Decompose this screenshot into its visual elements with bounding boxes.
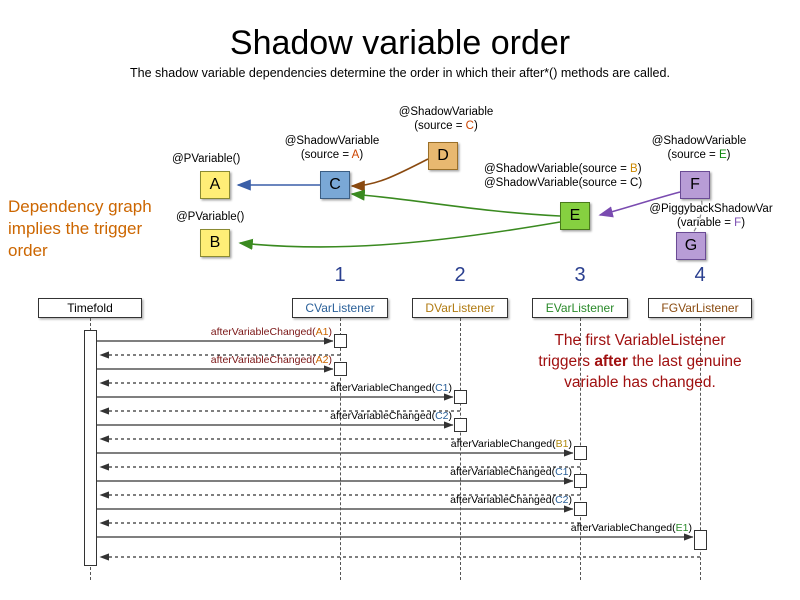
message-name-1: afterVariableChanged — [210, 326, 313, 338]
annotation-g-line1: @PiggybackShadowVar — [649, 203, 773, 215]
annotation-g-line2 — [636, 216, 786, 230]
note-line-1: The first VariableListener — [554, 332, 726, 349]
lifeline-head-cvarlistener[interactable]: CVarListener — [292, 298, 388, 318]
annotation-c-line2 — [272, 148, 392, 162]
annotation-c-src: A — [351, 149, 360, 161]
graph-node-g[interactable]: G — [676, 232, 706, 260]
lifeline-head-fgvarlistener[interactable]: FGVarListener — [648, 298, 752, 318]
explanatory-note — [500, 330, 780, 393]
message-arg-7: C2 — [555, 494, 569, 506]
note-line-2-pre: triggers — [538, 353, 595, 370]
message-label-8: afterVariableChanged(E1) — [570, 522, 692, 534]
annotation-e-pre: @ShadowVariable(source = — [484, 163, 631, 175]
graph-node-a[interactable]: A — [200, 171, 230, 199]
message-name-4: afterVariableChanged — [330, 410, 432, 422]
activation-cvar-2 — [334, 362, 347, 376]
graph-node-b[interactable]: B — [200, 229, 230, 257]
message-arg-2: A2 — [315, 354, 329, 366]
message-label-3: afterVariableChanged(C1) — [330, 382, 452, 394]
message-arg-6: C1 — [555, 466, 569, 478]
activation-dvar-1 — [454, 390, 467, 404]
message-label-6: afterVariableChanged(C1) — [450, 466, 572, 478]
lifeline-number-4: 4 — [694, 264, 706, 286]
message-label-4: afterVariableChanged(C2) — [330, 410, 452, 422]
activation-evar-1 — [574, 446, 587, 460]
message-name-3: afterVariableChanged — [330, 382, 432, 394]
graph-node-f[interactable]: F — [680, 171, 710, 199]
annotation-d-src-post: ) — [473, 120, 478, 132]
lifeline-head-evarlistener[interactable]: EVarListener — [532, 298, 628, 318]
message-arg-1: A1 — [315, 326, 329, 338]
message-name-8: afterVariableChanged — [570, 522, 673, 534]
graph-node-e[interactable]: E — [560, 202, 590, 230]
annotation-d-shadowvariable — [386, 105, 506, 133]
annotation-g-src: F — [734, 217, 742, 229]
annotation-d-line1: @ShadowVariable — [398, 106, 494, 118]
activation-cvar-1 — [334, 334, 347, 348]
page-title: Shadow variable order — [229, 24, 571, 62]
lifeline-head-dvarlistener[interactable]: DVarListener — [412, 298, 508, 318]
message-name-5: afterVariableChanged — [450, 438, 553, 450]
message-label-5: afterVariableChanged(B1) — [450, 438, 572, 450]
annotation-e-line1 — [484, 162, 642, 176]
annotation-e-shadowvariable — [484, 162, 642, 190]
lifeline-head-timefold[interactable]: Timefold — [38, 298, 142, 318]
message-label-1: afterVariableChanged(A1) — [210, 326, 332, 338]
message-arg-8: E1 — [675, 522, 689, 534]
annotation-d-line2 — [386, 119, 506, 133]
annotation-c-shadowvariable — [272, 134, 392, 162]
annotation-a-pvariable: @PVariable() — [172, 153, 241, 165]
annotation-f-src: E — [718, 149, 727, 161]
message-arg-5: B1 — [555, 438, 569, 450]
message-arg-3: C1 — [435, 382, 449, 394]
graph-node-d[interactable]: D — [428, 142, 458, 170]
note-line-2-post: the last genuine — [627, 353, 742, 370]
annotation-e-line2: @ShadowVariable(source = C) — [484, 177, 643, 189]
annotation-f-line1: @ShadowVariable — [651, 135, 747, 147]
annotation-c-src-post: ) — [359, 149, 364, 161]
annotation-f-shadowvariable — [634, 134, 764, 162]
message-name-7: afterVariableChanged — [450, 494, 552, 506]
note-line-2 — [500, 351, 780, 372]
activation-fgvar-1 — [694, 530, 707, 550]
annotation-b-pvariable: @PVariable() — [176, 211, 245, 223]
message-label-7: afterVariableChanged(C2) — [450, 494, 572, 506]
lifeline-number-1: 1 — [334, 264, 346, 286]
message-name-6: afterVariableChanged — [450, 466, 552, 478]
annotation-e-src: B — [630, 163, 638, 175]
note-line-2-bold: after — [594, 353, 628, 370]
lifeline-number-3: 3 — [574, 264, 586, 286]
message-arg-4: C2 — [435, 410, 449, 422]
annotation-d-src: C — [465, 120, 474, 132]
annotation-d-src-pre: (source = — [414, 120, 466, 132]
activation-timefold — [84, 330, 97, 566]
lifeline-cvarlistener — [340, 318, 341, 580]
annotation-g-src-pre: (variable = — [676, 217, 735, 229]
activation-evar-2 — [574, 474, 587, 488]
message-name-2: afterVariableChanged — [210, 354, 313, 366]
annotation-c-src-pre: (source = — [300, 149, 352, 161]
dependency-caption: Dependency graph implies the trigger order — [8, 197, 152, 260]
message-label-2: afterVariableChanged(A2) — [210, 354, 332, 366]
annotation-f-src-pre: (source = — [667, 149, 719, 161]
activation-dvar-2 — [454, 418, 467, 432]
annotation-f-line2 — [634, 148, 764, 162]
annotation-g-piggyback — [636, 202, 786, 230]
annotation-c-line1: @ShadowVariable — [284, 135, 380, 147]
annotation-f-src-post: ) — [726, 149, 731, 161]
page-subtitle: The shadow variable dependencies determine the order in which their after*() methods are called. — [130, 66, 670, 80]
annotation-e-post: ) — [637, 163, 642, 175]
activation-evar-3 — [574, 502, 587, 516]
note-line-3: variable has changed. — [564, 374, 716, 391]
lifeline-number-2: 2 — [454, 264, 466, 286]
annotation-g-src-post: ) — [741, 217, 746, 229]
graph-node-c[interactable]: C — [320, 171, 350, 199]
